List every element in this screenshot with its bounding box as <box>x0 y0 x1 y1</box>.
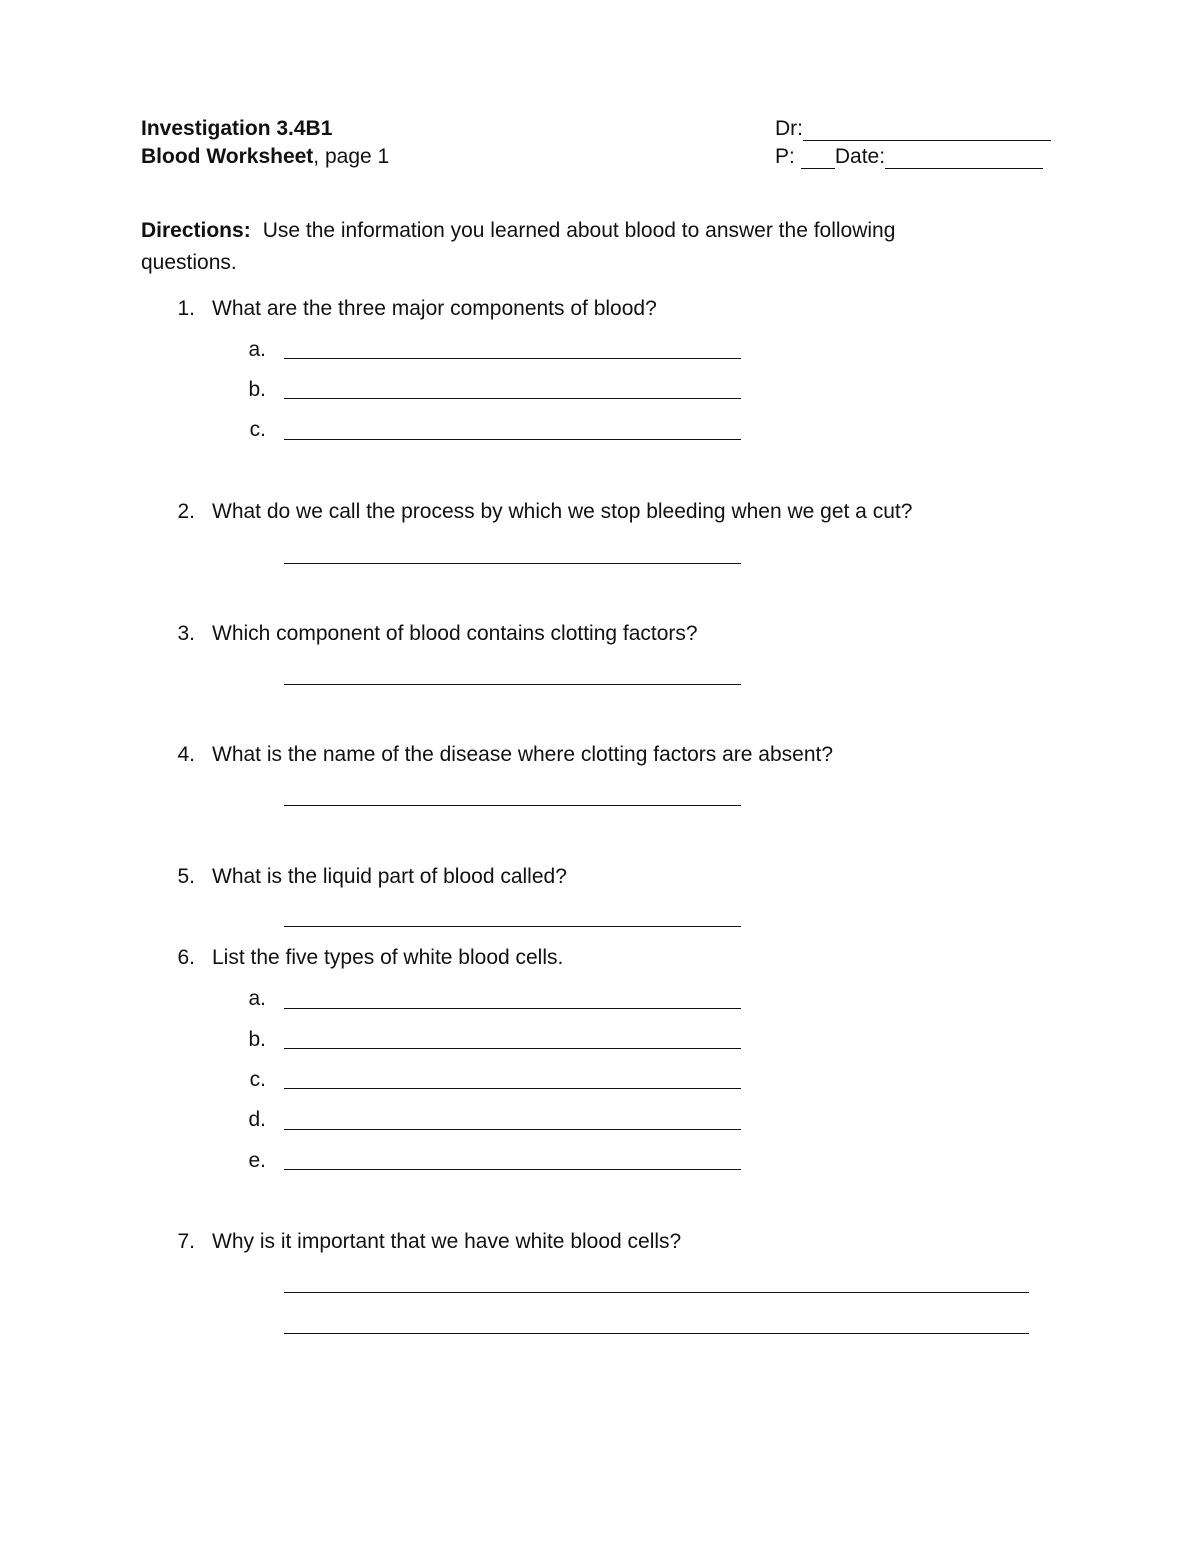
question-1-number: 1. <box>177 297 195 320</box>
question-6-item-a-label: a. <box>248 987 266 1010</box>
doctor-label: Dr: <box>775 117 803 140</box>
question-6-item-e-label: e. <box>248 1149 266 1172</box>
question-6-item-b-label: b. <box>248 1028 266 1051</box>
question-6-item-d-label: d. <box>248 1108 266 1131</box>
question-7-answer-blank-1[interactable] <box>284 1292 1029 1293</box>
question-6-item-d-blank[interactable] <box>284 1129 741 1130</box>
worksheet-title: Investigation 3.4B1 <box>141 117 333 140</box>
directions-line1 <box>141 219 895 243</box>
worksheet-subtitle <box>141 145 389 169</box>
question-3-answer-blank[interactable] <box>284 684 741 685</box>
question-2-number: 2. <box>177 500 195 523</box>
question-4-number: 4. <box>177 743 195 766</box>
directions-line2: questions. <box>141 251 237 274</box>
question-6-text: List the five types of white blood cells. <box>212 946 564 969</box>
directions-text: Use the information you learned about blood to answer the following <box>262 219 896 242</box>
question-6-item-c-label: c. <box>249 1068 266 1091</box>
subtitle-page: , page 1 <box>313 145 390 168</box>
question-7-answer-blank-2[interactable] <box>284 1333 1029 1334</box>
question-1-item-b-label: b. <box>248 378 266 401</box>
question-1-item-a-blank[interactable] <box>284 358 741 359</box>
subtitle-bold: Blood Worksheet <box>141 145 314 168</box>
question-6-item-c-blank[interactable] <box>284 1088 741 1089</box>
doctor-blank[interactable] <box>803 119 1051 141</box>
question-5-text: What is the liquid part of blood called? <box>212 865 567 888</box>
question-2-answer-blank[interactable] <box>284 563 741 564</box>
question-1-item-b-blank[interactable] <box>284 398 741 399</box>
question-6-item-e-blank[interactable] <box>284 1169 741 1170</box>
question-1-text: What are the three major components of blood? <box>212 297 657 320</box>
question-5-answer-blank[interactable] <box>284 926 741 927</box>
question-6-item-b-blank[interactable] <box>284 1048 741 1049</box>
question-1-item-c-label: c. <box>249 418 266 441</box>
period-date-field <box>775 145 1043 169</box>
question-1-item-c-blank[interactable] <box>284 439 741 440</box>
question-5-number: 5. <box>177 865 195 888</box>
question-3-text: Which component of blood contains clotting factors? <box>212 622 698 645</box>
question-6-item-a-blank[interactable] <box>284 1008 741 1009</box>
question-2-text: What do we call the process by which we stop bleeding when we get a cut? <box>212 500 913 523</box>
period-label: P: <box>775 145 795 168</box>
question-4-text: What is the name of the disease where clotting factors are absent? <box>212 743 834 766</box>
directions-label: Directions: <box>141 219 251 242</box>
date-label: Date: <box>834 145 886 168</box>
question-7-number: 7. <box>177 1230 195 1253</box>
question-7-text: Why is it important that we have white blood cells? <box>212 1230 682 1253</box>
question-4-answer-blank[interactable] <box>284 805 741 806</box>
doctor-field <box>775 117 1051 141</box>
date-blank[interactable] <box>885 147 1043 169</box>
question-6-number: 6. <box>177 946 195 969</box>
question-3-number: 3. <box>177 622 195 645</box>
period-blank[interactable] <box>801 147 835 169</box>
question-1-item-a-label: a. <box>248 338 266 361</box>
